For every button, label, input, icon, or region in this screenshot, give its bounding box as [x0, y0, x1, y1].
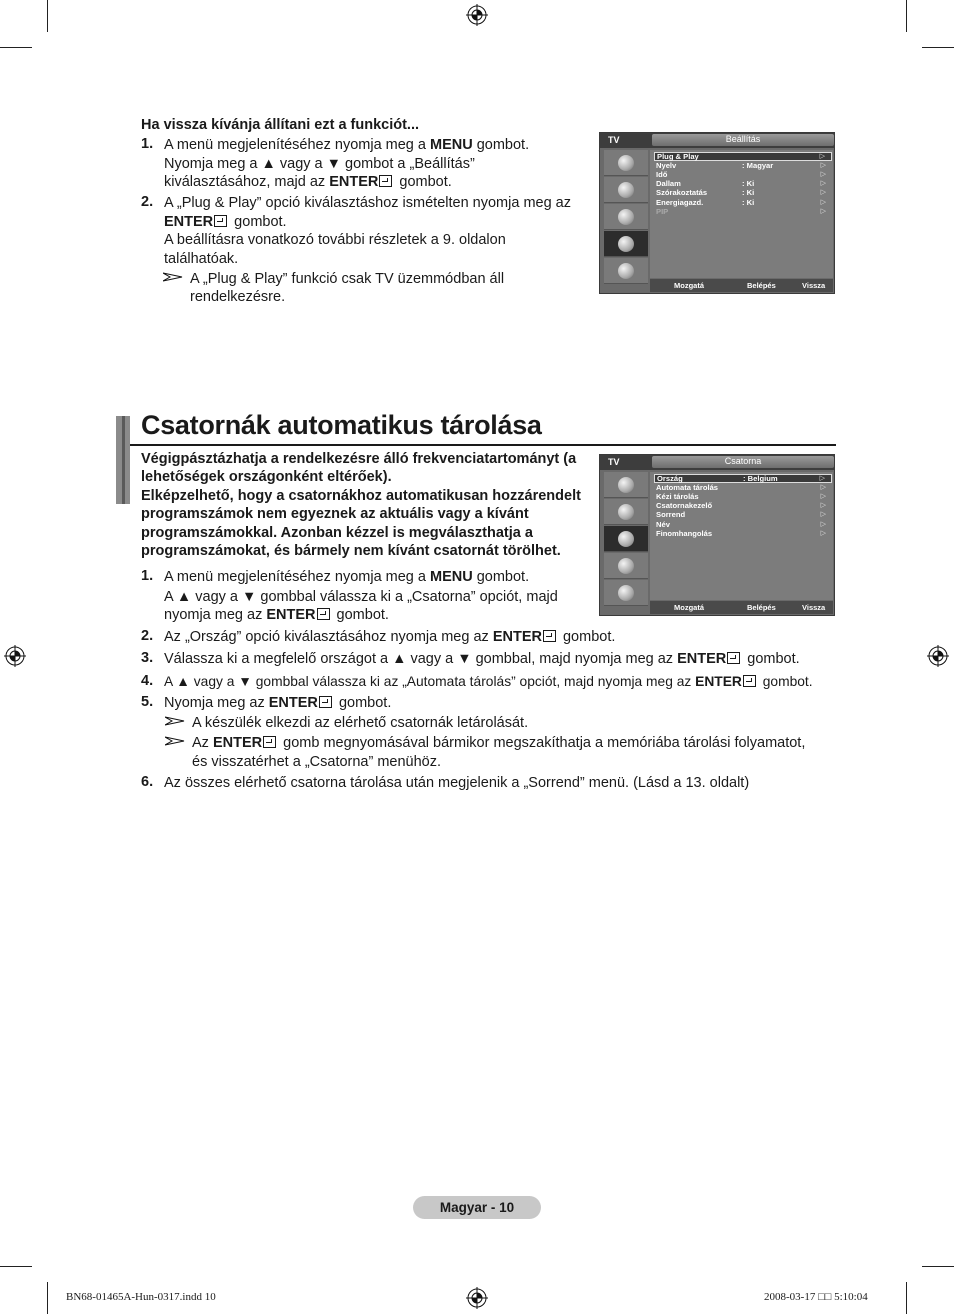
text: gomb megnyomásával bármikor megszakíthatja a memóriába tárolási folyamatot,: [279, 735, 806, 751]
step5-line: [164, 694, 391, 713]
step5-note2-line1: [192, 734, 805, 753]
osd-menu-item[interactable]: [654, 520, 832, 529]
osd-menu-item-label: Ország: [657, 474, 683, 483]
osd-menu-item-label: Csatornakezelő: [656, 501, 713, 511]
enter-key-label: ENTER: [212, 735, 263, 751]
note-arrow-icon: [163, 272, 183, 282]
crop-mark: [906, 0, 907, 32]
enter-icon: [317, 608, 330, 620]
enter-icon: [214, 215, 227, 227]
step6-line: Az összes elérhető csatorna tárolása után megjelenik a „Sorrend” menü. (Lásd a 13. oldalt): [164, 775, 750, 791]
text: A ▲ vagy a ▼ gombbal válassza ki az „Automata tárolás” opciót, majd nyomja meg az: [164, 674, 696, 689]
osd-menu-item-label: Finomhangolás: [656, 528, 713, 538]
picture-icon[interactable]: [604, 150, 648, 176]
enter-icon: [379, 175, 392, 187]
osd-menu-item-value: : Ki: [742, 188, 755, 198]
osd-menu-item-label: Kézi tárolás: [656, 492, 699, 502]
setup-gear-icon[interactable]: [604, 553, 648, 579]
step1-line2: A ▲ vagy a ▼ gombbal válassza ki a „Csatorna” opciót, majd: [164, 589, 558, 605]
enter-key-label: ENTER: [329, 174, 379, 190]
osd-menu-item-label: Név: [656, 519, 670, 529]
osd-menu-title: Beállítás: [652, 134, 834, 146]
enter-icon: [319, 696, 332, 708]
step1-line3: [164, 606, 389, 625]
section-intro-line: lehetőségek országonként eltérőek).: [141, 469, 392, 485]
sound-icon[interactable]: [604, 499, 648, 525]
step4-line: [164, 673, 813, 692]
picture-icon-glyph: [618, 155, 634, 171]
page-number-badge: Magyar - 10: [413, 1196, 541, 1219]
submenu-arrow-icon: ▷: [820, 493, 826, 501]
osd-menu-item[interactable]: [654, 161, 832, 170]
osd-menu-item[interactable]: [654, 152, 832, 161]
submenu-arrow-icon: ▷: [820, 189, 826, 197]
picture-icon[interactable]: [604, 472, 648, 498]
step5-note2-line2: és visszatérhet a „Csatorna” menühöz.: [192, 754, 442, 770]
step-number: 5.: [141, 694, 154, 710]
sound-icon-glyph: [618, 504, 634, 520]
menu-key-label: MENU: [429, 569, 473, 585]
text: gombot.: [334, 695, 392, 711]
text: Nyomja meg az: [164, 695, 269, 711]
submenu-arrow-icon: ▷: [820, 484, 826, 492]
text: A menü megjelenítéséhez nyomja meg a: [164, 569, 430, 585]
step1-line1: [164, 568, 529, 587]
sound-icon[interactable]: [604, 177, 648, 203]
menu-key-label: MENU: [429, 137, 473, 153]
text: Az „Ország” opció kiválasztásához nyomja meg az: [164, 629, 493, 645]
crop-mark: [922, 47, 954, 48]
submenu-arrow-icon: ▷: [819, 475, 825, 482]
intro-step1-line3: [164, 173, 452, 192]
osd-back-hint: Vissza: [802, 281, 826, 290]
osd-menu-item-label: Automata tárolás: [656, 483, 719, 493]
input-icon[interactable]: [604, 258, 648, 284]
osd-menu-item[interactable]: [654, 492, 832, 501]
crop-mark: [47, 0, 48, 32]
enter-key-label: ENTER: [266, 607, 316, 623]
print-slug-left: BN68-01465A-Hun-0317.indd 10: [66, 1291, 216, 1303]
osd-menu-item-value: : Ki: [742, 179, 755, 189]
print-slug-right: 2008-03-17 □□ 5:10:04: [764, 1291, 868, 1303]
step-number: 4.: [141, 673, 154, 689]
osd-menu-item[interactable]: [654, 207, 832, 216]
input-icon-glyph: [618, 263, 634, 279]
osd-move-hint: Mozgatá: [674, 603, 704, 612]
registration-mark-icon: [927, 645, 949, 667]
registration-mark-icon: [466, 1287, 488, 1309]
submenu-arrow-icon: ▷: [820, 511, 826, 519]
tv-osd-channel-menu: [599, 454, 835, 616]
osd-footer: [650, 279, 833, 292]
text: gombot.: [558, 629, 616, 645]
section-intro-line: Végigpásztázhatja a rendelkezésre álló frekvenciatartományt (a: [141, 451, 577, 467]
osd-footer: [650, 601, 833, 614]
intro-note-line2: rendelkezésre.: [190, 289, 286, 305]
osd-tv-label: TV: [608, 457, 620, 467]
osd-menu-item-value: : Ki: [742, 197, 755, 207]
enter-key-label: ENTER: [268, 695, 318, 711]
section-intro-line: Elképzelhető, hogy a csatornákhoz automatikusan hozzárendelt: [141, 488, 581, 504]
osd-menu-item[interactable]: [654, 198, 832, 207]
osd-menu-item-label: Idő: [656, 170, 668, 180]
osd-menu-item[interactable]: [654, 188, 832, 197]
osd-menu-item-label: Nyelv: [656, 161, 677, 171]
enter-key-label: ENTER: [492, 629, 542, 645]
intro-note-line1: A „Plug & Play” funkció csak TV üzemmódban áll: [190, 271, 505, 287]
text: nyomja meg az: [164, 607, 267, 623]
intro-step1-line2: Nyomja meg a ▲ vagy a ▼ gombot a „Beállítás”: [164, 156, 475, 172]
picture-icon-glyph: [618, 477, 634, 493]
section-title: Csatornák automatikus tárolása: [141, 410, 542, 440]
step2-line: [164, 628, 615, 647]
section-rule: [130, 444, 836, 446]
text: Válassza ki a megfelelő országot a ▲ vagy a ▼ gombbal, majd nyomja meg az: [164, 651, 678, 667]
channel-icon[interactable]: [604, 526, 648, 552]
setup-gear-icon[interactable]: [604, 231, 648, 257]
crop-mark: [0, 47, 32, 48]
enter-icon: [263, 736, 276, 748]
channel-icon[interactable]: [604, 204, 648, 230]
osd-menu-item-label: Plug & Play: [657, 152, 699, 161]
section-side-bar-inner: [122, 416, 125, 504]
registration-mark-icon: [466, 4, 488, 26]
osd-enter-hint: Belépés: [747, 281, 776, 290]
text: gombot.: [472, 569, 530, 585]
crop-mark: [47, 1282, 48, 1314]
osd-menu-title: Csatorna: [652, 456, 834, 468]
text: gombot.: [395, 174, 452, 190]
osd-menu-item[interactable]: [654, 501, 832, 510]
osd-menu-item[interactable]: [654, 510, 832, 519]
intro-heading: Ha vissza kívánja állítani ezt a funkciót...: [141, 117, 420, 133]
text: gombot.: [743, 651, 800, 667]
setup-gear-icon-glyph: [618, 236, 634, 252]
step-number: 2.: [141, 194, 154, 210]
text: kiválasztásához, majd az: [164, 174, 330, 190]
channel-icon-glyph: [618, 531, 634, 547]
intro-step2-line3: A beállításra vonatkozó további részletek a 9. oldalon: [164, 232, 506, 248]
text: gombot.: [230, 214, 287, 230]
osd-menu-item[interactable]: [654, 179, 832, 188]
text: Az: [192, 735, 213, 751]
enter-key-label: ENTER: [695, 674, 742, 689]
intro-step1-line1: [164, 136, 529, 155]
step-number: 6.: [141, 774, 154, 790]
crop-mark: [906, 1282, 907, 1314]
submenu-arrow-icon: ▷: [820, 520, 826, 528]
osd-tv-label: TV: [608, 135, 620, 145]
submenu-arrow-icon: ▷: [820, 171, 826, 179]
input-icon[interactable]: [604, 580, 648, 606]
submenu-arrow-icon: ▷: [820, 207, 826, 215]
crop-mark: [0, 1266, 32, 1267]
input-icon-glyph: [618, 585, 634, 601]
text: gombot.: [332, 607, 389, 623]
step-number: 3.: [141, 650, 154, 666]
text: gombot.: [472, 137, 530, 153]
submenu-arrow-icon: ▷: [820, 502, 826, 510]
osd-menu-item[interactable]: [654, 474, 832, 483]
osd-menu-item-label: Energiagazd.: [656, 197, 704, 207]
submenu-arrow-icon: ▷: [819, 153, 825, 160]
section-intro-line: programszámokkal. Azonban kézzel is megválaszthatja a: [141, 525, 533, 541]
submenu-arrow-icon: ▷: [820, 198, 826, 206]
osd-enter-hint: Belépés: [747, 603, 776, 612]
enter-icon: [743, 675, 756, 687]
osd-menu-item-value: : Belgium: [743, 474, 778, 483]
osd-sidebar: [602, 472, 648, 610]
osd-move-hint: Mozgatá: [674, 281, 704, 290]
note-arrow-icon: [165, 736, 185, 746]
osd-menu-item[interactable]: [654, 483, 832, 492]
crop-mark: [922, 1266, 954, 1267]
osd-back-hint: Vissza: [802, 603, 826, 612]
text: A menü megjelenítéséhez nyomja meg a: [164, 137, 430, 153]
osd-menu-item-label: Sorrend: [656, 510, 686, 520]
enter-icon: [727, 652, 740, 664]
step-number: 1.: [141, 136, 154, 152]
step-number: 2.: [141, 628, 154, 644]
intro-step2-line1: A „Plug & Play” opció kiválasztáshoz ismételten nyomja meg az: [164, 195, 571, 211]
setup-gear-icon-glyph: [618, 558, 634, 574]
step5-note1: A készülék elkezdi az elérhető csatornák letárolását.: [192, 715, 529, 731]
section-intro-line: programszámokat, és bármely nem kívánt csatornát törölhet.: [141, 543, 561, 559]
osd-menu-item-label: PIP: [656, 206, 669, 216]
enter-key-label: ENTER: [677, 651, 727, 667]
submenu-arrow-icon: ▷: [820, 162, 826, 170]
osd-menu-item[interactable]: [654, 170, 832, 179]
note-arrow-icon: [165, 716, 185, 726]
step3-line: [164, 650, 800, 669]
intro-step2-line2: [164, 213, 287, 232]
text: gombot.: [758, 674, 813, 689]
step-number: 1.: [141, 568, 154, 584]
osd-menu-item-label: Dallam: [656, 179, 681, 189]
registration-mark-icon: [4, 645, 26, 667]
osd-menu-item[interactable]: [654, 529, 832, 538]
osd-sidebar: [602, 150, 648, 288]
enter-icon: [543, 630, 556, 642]
tv-osd-setup-menu: [599, 132, 835, 294]
submenu-arrow-icon: ▷: [820, 180, 826, 188]
intro-step2-line4: találhatóak.: [164, 251, 239, 267]
channel-icon-glyph: [618, 209, 634, 225]
osd-menu-item-value: : Magyar: [742, 161, 774, 171]
osd-menu-item-label: Szórakoztatás: [656, 188, 708, 198]
enter-key-label: ENTER: [164, 214, 214, 230]
section-intro-line: programszámok nem egyeznek az aktuális vagy a kívánt: [141, 506, 529, 522]
submenu-arrow-icon: ▷: [820, 529, 826, 537]
sound-icon-glyph: [618, 182, 634, 198]
